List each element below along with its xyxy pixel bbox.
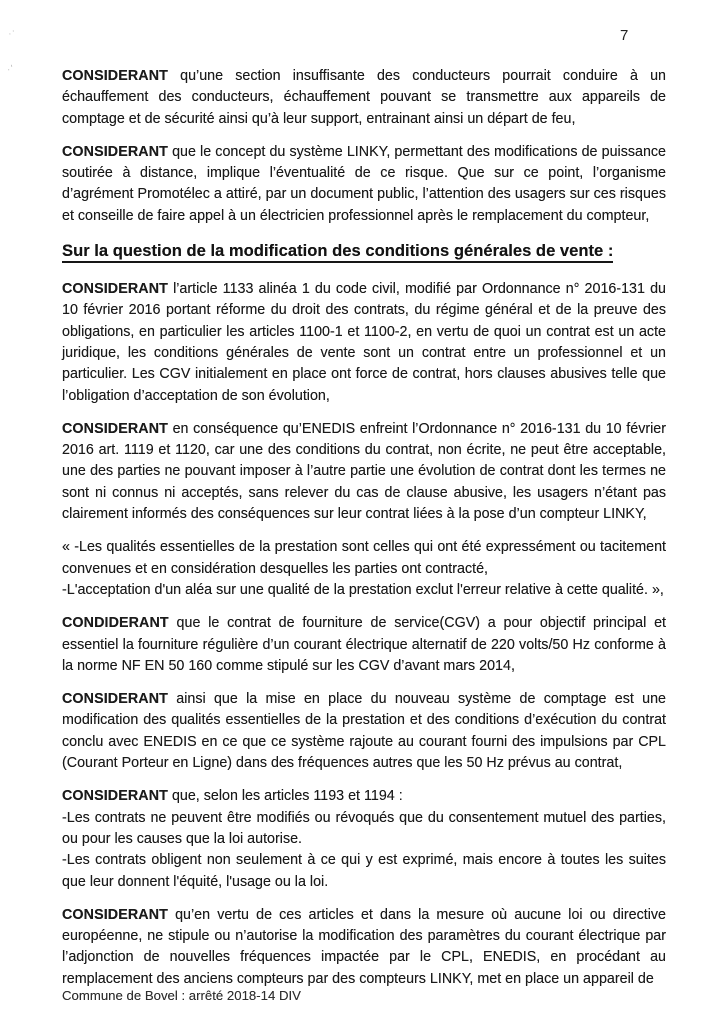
list-line: -Les contrats obligent non seulement à ce qui y est exprimé, mais encore à toutes les suites que leur donnent l'équité, l'usage ou la loi.	[62, 852, 666, 890]
paragraph-text: qu’une section insuffisante des conducteurs pourrait conduire à un échauffement des conducteurs, échauffement pouvant se transmettre aux appareils de comptage et de sécurité ainsi qu’à leur support, entrainant ainsi un départ de feu,	[62, 68, 666, 127]
quote-line: -L'acceptation d'un aléa sur une qualité de la prestation exclut l'erreur relative à cette qualité. »,	[62, 581, 664, 598]
paragraph-considerant	[62, 613, 666, 677]
paragraph-text: que le concept du système LINKY, permettant des modifications de puissance soutirée à distance, implique l’éventualité de ce risque. Que sur ce point, l’organisme d’agrément Promotélec a attiré, par un document public, l’attention des usagers sur ces risques et conseille de faire appel à un électricien professionnel après le remplacement du compteur,	[62, 143, 666, 224]
paragraph-considerant	[62, 279, 666, 407]
list-line: -Les contrats ne peuvent être modifiés ou révoqués que du consentement mutuel des parties, ou pour les causes que la loi autorise.	[62, 809, 666, 847]
considerant-lead: CONSIDERANT	[62, 788, 168, 805]
paragraph-text: que, selon les articles 1193 et 1194 :	[171, 788, 403, 805]
considerant-lead: CONSIDERANT	[62, 143, 168, 160]
quote-paragraph	[62, 537, 666, 601]
paragraph-considerant	[62, 689, 666, 774]
considerant-lead: CONSIDERANT	[62, 420, 168, 437]
paragraph-considerant	[62, 419, 666, 525]
paragraph-with-list	[62, 786, 666, 892]
section-heading-text: Sur la question de la modification des conditions générales de vente :	[62, 241, 613, 263]
considerant-lead: CONDIDERANT	[62, 615, 169, 632]
page-number: 7	[620, 27, 629, 44]
paragraph-considerant	[62, 142, 666, 227]
considerant-lead: CONSIDERANT	[62, 68, 168, 84]
paragraph-text: ainsi que la mise en place du nouveau système de comptage est une modification des qualités essentielles de la prestation et des conditions d’exécution du contrat conclu avec ENEDIS en ce que ce système rajoute au courant fourni des impulsions par CPL (Courant Porteur en Ligne) dans des fréquences autres que les 50 Hz prévus au contrat,	[62, 691, 666, 772]
paragraph-text: que le contrat de fourniture de service(CGV) a pour objectif principal et essentiel la fourniture régulière d’un courant électrique alternatif de 220 volts/50 Hz conforme à la norme NF EN 50 160 comme stipulé sur les CGV d’avant mars 2014,	[62, 615, 666, 674]
section-heading	[62, 239, 666, 262]
paragraph-text: l’article 1133 alinéa 1 du code civil, modifié par Ordonnance n° 2016-131 du 10 février 2016 portant réforme du droit des contrats, du régime général et de la preuve des obligations, en particulier les articles 1100-1 et 1100-2, en vertu de quoi un contrat est un acte juridique, les conditions générales de vente sont un contrat entre un professionnel et un particulier. Les CGV initialement en place ont force de contrat, hors clauses abusives telle que l’obligation d’acceptation de son évolution,	[62, 281, 666, 404]
footer-reference: Commune de Bovel : arrêté 2018-14 DIV	[62, 988, 301, 1003]
quote-line: « -Les qualités essentielles de la prestation sont celles qui ont été expressément ou tacitement convenues et en considération desquelles les parties ont contracté,	[62, 539, 666, 577]
paragraph-text: qu’en vertu de ces articles et dans la mesure où aucune loi ou directive européenne, ne stipule ou n’autorise la modification des paramètres du courant électrique par l’adjonction de nouvelles fréquences impactée par le CPL, ENEDIS, en procédant au remplacement des anciens compteurs par des compteurs LINKY, met en place un appareil de	[62, 906, 666, 987]
considerant-lead: CONSIDERANT	[62, 281, 168, 298]
page-body	[62, 66, 666, 1002]
paragraph-considerant	[62, 66, 666, 130]
paragraph-considerant	[62, 905, 666, 990]
scan-artifact: .·	[6, 25, 18, 38]
considerant-lead: CONSIDERANT	[62, 906, 168, 923]
considerant-lead: CONSIDERANT	[62, 691, 168, 708]
scan-artifact: ·'	[5, 63, 16, 76]
paragraph-text: en conséquence qu’ENEDIS enfreint l’Ordonnance n° 2016-131 du 10 février 2016 art. 1119 et 1120, car une des conditions du contrat, non écrite, ne peut être acceptable, une des parties ne pouvant imposer à l’autre partie une évolution de contrat dont les termes ne sont ni connus ni acceptés, sans relever du cas de clause abusive, les usagers n’étant pas clairement informés des conséquences sur leur contrat liées à la pose d’un compteur LINKY,	[62, 420, 666, 523]
